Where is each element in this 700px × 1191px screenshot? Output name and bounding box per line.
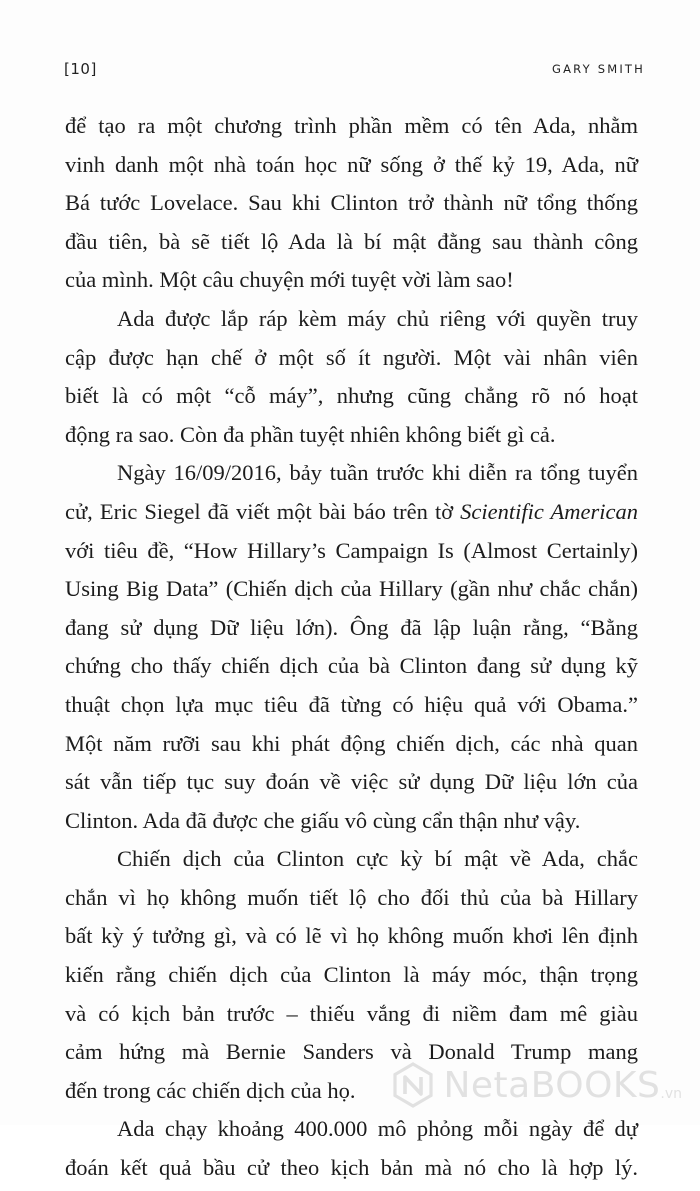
body-text <box>65 110 638 1191</box>
text-line: chắn vì họ không muốn tiết lộ cho đối thủ của bà Hillary <box>65 884 638 910</box>
watermark-suffix: .vn <box>660 1086 682 1102</box>
text-line: Ngày 16/09/2016, bảy tuần trước khi diễn ra tổng tuyển <box>117 460 638 486</box>
text-line: của mình. Một câu chuyện mới tuyệt vời làm sao! <box>65 267 514 293</box>
text-line: cảm hứng mà Bernie Sanders và Donald Trump mang <box>65 1039 638 1065</box>
netabooks-logo-icon <box>389 1061 437 1109</box>
text-line: sát vẫn tiếp tục suy đoán về việc sử dụng Dữ liệu lớn của <box>65 769 638 795</box>
text-line: kiến rằng chiến dịch của Clinton là máy móc, thận trọng <box>65 962 638 988</box>
text-line: động ra sao. Còn đa phần tuyệt nhiên không biết gì cả. <box>65 421 556 447</box>
text-line: để tạo ra một chương trình phần mềm có tên Ada, nhằm <box>65 113 638 138</box>
text-line: đoán kết quả bầu cử theo kịch bản mà nó cho là hợp lý. <box>65 1155 638 1181</box>
text-line: Chiến dịch của Clinton cực kỳ bí mật về Ada, chắc <box>117 846 638 872</box>
page-number: [10] <box>64 60 97 78</box>
text-line: đang sử dụng Dữ liệu lớn). Ông đã lập luận rằng, “Bằng <box>65 614 638 640</box>
text-line: và có kịch bản trước – thiếu vắng đi niềm đam mê giàu <box>65 1000 638 1026</box>
publication-title: Scientific American <box>460 498 638 524</box>
text-line: đến trong các chiến dịch của họ. <box>65 1077 356 1103</box>
text-line: Ada chạy khoảng 400.000 mô phỏng mỗi ngày để dự <box>117 1116 638 1142</box>
text-line: thuật chọn lựa mục tiêu đã từng có hiệu quả với Obama.” <box>65 691 638 717</box>
watermark <box>389 1059 682 1111</box>
text-line: bất kỳ ý tưởng gì, và có lẽ vì họ không muốn khơi lên định <box>65 923 638 949</box>
running-header-author: GARY SMITH <box>552 62 645 76</box>
text-line: Ada được lắp ráp kèm máy chủ riêng với quyền truy <box>117 305 638 331</box>
text-line <box>65 496 638 535</box>
text-line: biết là có một “cỗ máy”, nhưng cũng chẳng rõ nó hoạt <box>65 383 638 409</box>
text-line: chứng cho thấy chiến dịch của bà Clinton đang sử dụng kỹ <box>65 653 638 679</box>
text-line: đầu tiên, bà sẽ tiết lộ Ada là bí mật đằng sau thành công <box>65 228 638 254</box>
watermark-brand: NetaBOOKS <box>443 1064 661 1106</box>
text-line: với tiêu đề, “How Hillary’s Campaign Is (Almost Certainly) <box>65 537 638 563</box>
text-line: Clinton. Ada đã được che giấu vô cùng cẩn thận như vậy. <box>65 807 581 833</box>
text-line: Một năm rưỡi sau khi phát động chiến dịch, các nhà quan <box>65 730 638 756</box>
text-line: Bá tước Lovelace. Sau khi Clinton trở thành nữ tổng thống <box>65 190 638 216</box>
text-line: Using Big Data” (Chiến dịch của Hillary (gần như chắc chắn) <box>65 576 638 602</box>
text-segment: cử, Eric Siegel đã viết một bài báo trên tờ <box>65 498 461 524</box>
running-header <box>64 60 645 84</box>
text-line: vinh danh một nhà toán học nữ sống ở thế kỷ 19, Ada, nữ <box>65 151 638 177</box>
text-line: cập được hạn chế ở một số ít người. Một vài nhân viên <box>65 344 638 370</box>
